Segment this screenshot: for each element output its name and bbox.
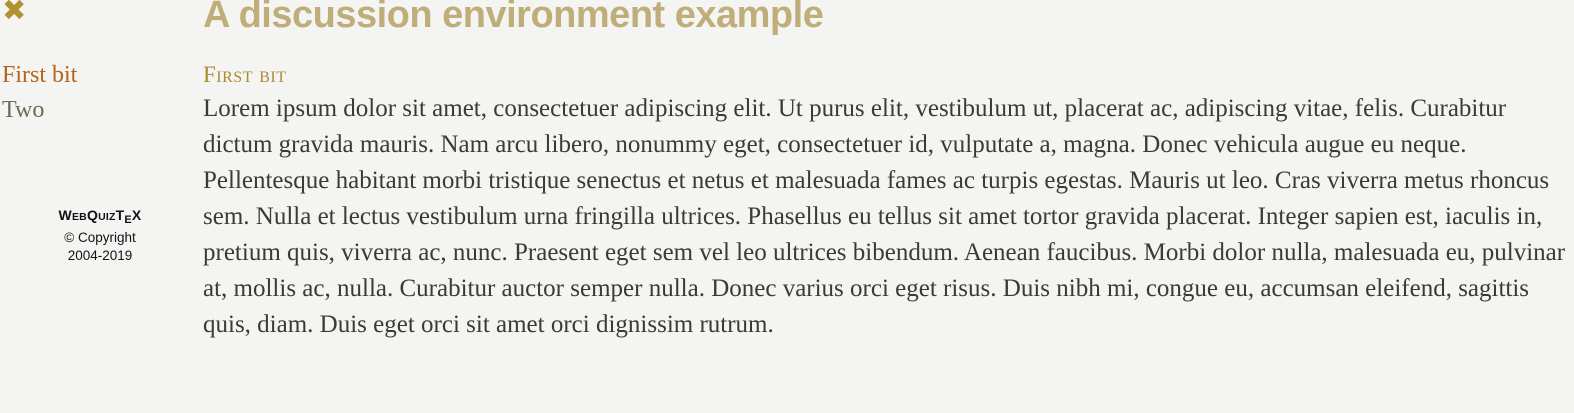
logo-part: E [124,214,132,226]
page-title: A discussion environment example [203,0,824,36]
copyright-text: © Copyright [64,230,136,245]
sidebar-item-two[interactable]: Two [2,97,45,123]
logo-part: X [131,207,142,223]
sidebar-nav [2,58,77,128]
copyright-years: 2004-2019 [67,248,133,263]
webquiztex-logo [0,207,200,229]
logo-part: Q [86,207,99,223]
section-heading-first-bit: First bit [203,62,287,87]
sidebar-footer [0,207,200,265]
logo-part: T [115,207,125,223]
sidebar-item-first-bit[interactable]: First bit [2,62,78,88]
logo-part: EB [71,211,87,223]
sidebar [0,0,200,413]
logo-part: W [58,207,72,223]
logo-part: UIZ [98,211,116,223]
content-frame [200,0,1574,413]
close-icon[interactable]: ✖ [2,0,27,27]
section-paragraph: Lorem ipsum dolor sit amet, consectetuer adipiscing elit. Ut purus elit, vestibulum ut, placerat ac, adipiscing vitae, felis. Curabitur dictum gravida mauris. Nam arcu libero, nonummy eget, consectetuer id, vulputate a, magna. Donec vehicula augue eu neque. Pellentesque habitant morbi tristique senectus et netus et malesuada fames ac turpis egestas. Mauris ut leo. Cras viverra metus rhoncus sem. Nulla et lectus vestibulum urna fringilla ultrices. Phasellus eu tellus sit amet tortor gravida placerat. Integer sapien est, iaculis in, pretium quis, viverra ac, nunc. Praesent eget sem vel leo ultrices bibendum. Aenean faucibus. Morbi dolor nulla, malesuada eu, pulvinar at, mollis ac, nulla. Curabitur auctor semper nulla. Donec varius orci eget risus. Duis nibh mi, congue eu, accumsan eleifend, sagittis quis, diam. Duis eget orci sit amet orci dignissim rutrum. [203,95,1566,338]
